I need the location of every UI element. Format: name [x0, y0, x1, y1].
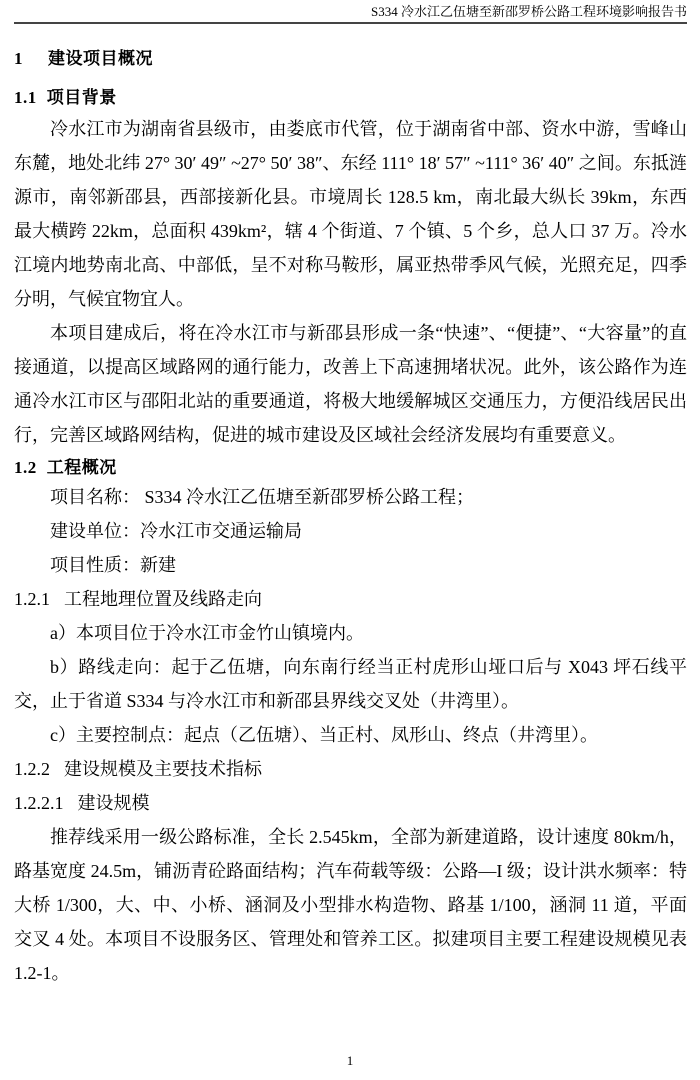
construction-unit-line: 建设单位：冷水江市交通运输局	[50, 521, 302, 541]
background-paragraph-1: 冷水江市为湖南省县级市，由娄底市代管，位于湖南省中部、资水中游，雪峰山东麓，地处北纬 27° 30′ 49″ ~27° 50′ 38″、东经 111° 18′ 57″ ~111° 36′ 40″ 之间。东抵涟源市，南邻新邵县，西部接新化县。市境周长 128.5 km，南北最大纵长 39km，东西最大横跨 22km，总面积 439km²，辖 4 个街道、7 个镇、5 个乡，总人口 37 万。冷水江境内地势南北高、中部低，呈不对称马鞍形，属亚热带季风气候，光照充足，四季分明，气候宜物宜人。	[14, 119, 687, 309]
section-heading-1-2	[14, 456, 687, 480]
construction-scale-paragraph: 推荐线采用一级公路标准，全长 2.545km，全部为新建道路，设计速度 80km/h，路基宽度 24.5m，铺沥青砼路面结构；汽车荷载等级：公路—I 级；设计洪水频率：特大桥 1/300，大、中、小桥、涵洞及小型排水构造物、路基 1/100，涵洞 11 道，平面交叉 4 处。本项目不设服务区、管理处和管养工区。拟建项目主要工程建设规模见表 1.2-1。	[14, 827, 687, 983]
section-number: 1.2.2.1	[14, 793, 64, 813]
section-title: 项目背景	[46, 88, 117, 107]
section-title: 建设规模及主要技术指标	[64, 759, 262, 779]
project-nature-line: 项目性质：新建	[50, 555, 176, 575]
location-item-a: a）本项目位于冷水江市金竹山镇境内。	[50, 623, 364, 643]
section-heading-1-2-2	[14, 752, 687, 786]
page-number: 1	[346, 1053, 354, 1068]
section-number: 1.2	[14, 458, 37, 477]
project-name-line: 项目名称： S334 冷水江乙伍塘至新邵罗桥公路工程；	[50, 487, 475, 507]
section-number: 1.1	[14, 88, 37, 107]
control-points-item-c: c）主要控制点：起点（乙伍塘）、当正村、凤形山、终点（井湾里）。	[50, 725, 598, 745]
section-heading-1-1	[14, 86, 687, 110]
section-heading-1	[14, 47, 687, 71]
section-number: 1.2.2	[14, 759, 50, 779]
section-number: 1.2.1	[14, 589, 50, 609]
background-paragraph-2: 本项目建成后，将在冷水江市与新邵县形成一条“快速”、“便捷”、“大容量”的直接通道，以提高区域路网的通行能力，改善上下高速拥堵状况。此外，该公路作为连通冷水江市区与邵阳北站的重要通道，将极大地缓解城区交通压力，方便沿线居民出行，完善区域路网结构，促进的城市建设及区域社会经济发展均有重要意义。	[14, 323, 687, 445]
running-header-title: S334 冷水江乙伍塘至新邵罗桥公路工程环境影响报告书	[371, 4, 687, 19]
section-heading-1-2-2-1	[14, 786, 687, 820]
section-title: 工程概况	[46, 458, 117, 477]
route-item-b: b）路线走向：起于乙伍塘，向东南行经当正村虎形山垭口后与 X043 坪石线平交，止于省道 S334 与冷水江市和新邵县界线交叉处（井湾里）。	[14, 657, 687, 711]
page-header	[14, 4, 687, 24]
section-title: 建设项目概况	[48, 49, 153, 68]
section-title: 工程地理位置及线路走向	[64, 589, 262, 609]
section-number: 1	[14, 49, 23, 68]
section-heading-1-2-1	[14, 582, 687, 616]
section-title: 建设规模	[77, 793, 150, 813]
